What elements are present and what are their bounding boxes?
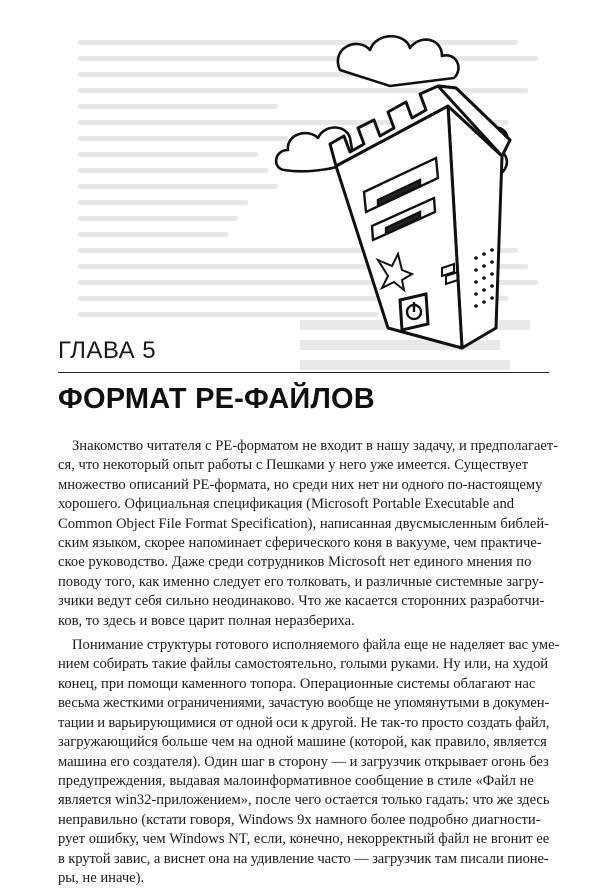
text-line: ры, не иначе). xyxy=(58,869,145,886)
text-line: ся, что некоторый опыт работы с Пешками у него уже имеется. Существует xyxy=(58,457,529,474)
text-line: множество описаний PE-формата, но среди них нет ни одного по-настоящему xyxy=(58,476,543,493)
text-line: загружающийся больше чем на одной машине (которой, как правило, является xyxy=(58,734,547,751)
text-line: ков, то здесь и вовсе царит полная неразбериха. xyxy=(58,612,355,629)
text-line: Common Object File Format Specification), написанная двусмысленным библей- xyxy=(58,515,550,532)
text-line: тации и варьирующимися от одной оси к другой. Не так-то просто создать файл, xyxy=(58,714,550,731)
text-line: весьма жесткими ограничениями, зачастую вообще не упомянутыми в докумен- xyxy=(58,695,550,712)
chapter-title: ФОРМАТ PE-ФАЙЛОВ xyxy=(58,383,375,415)
text-line: зчики ведут себя сильно неодинаково. Что же касается сторонних разработчи- xyxy=(58,593,545,610)
text-line: Знакомство читателя с PE-форматом не входит в нашу задачу, и предполагает- xyxy=(72,438,559,454)
chapter-number: ГЛАВА 5 xyxy=(58,337,157,364)
paragraph-1 xyxy=(58,437,559,631)
power-button-icon xyxy=(400,294,428,330)
text-line: конец, при помощи каменного топора. Операционные системы облагают нас xyxy=(58,675,536,692)
text-line: предупреждения, выдавая малоинформативное сообщение в стиле «Файл не xyxy=(58,772,534,789)
text-line: машина его создателя). Один шаг в сторону — и загрузчик открывает огонь без xyxy=(58,753,549,770)
paragraph-2 xyxy=(58,636,560,888)
text-line: хорошего. Официальная спецификация (Microsoft Portable Executable and xyxy=(58,496,515,513)
chapter-body xyxy=(58,437,560,893)
text-line: является win32-приложением», после чего остается только гадать: что же здесь xyxy=(58,792,550,809)
text-line: ское руководство. Даже среди сотрудников Microsoft нет единого мнения по xyxy=(58,554,532,571)
castle-computer-case-icon xyxy=(270,28,570,358)
text-line: ским языком, скорее напоминает сферического коня в вакууме, чем практиче- xyxy=(58,535,542,552)
text-line: поводу того, как именно следует его толковать, и различные системные загру- xyxy=(58,573,544,590)
chapter-divider xyxy=(58,372,549,373)
text-line: рует ошибку, чем Windows NT, если, конечно, некорректный файл не вгонит ее xyxy=(58,831,550,848)
text-line: неправильно (кстати говоря, Windows 9x намного более подробно диагности- xyxy=(58,811,541,828)
text-line: в крутой завис, а виснет она на удивление часто — загрузчик там писали пионе- xyxy=(58,850,549,867)
text-line: нием собирать такие файлы самостоятельно, голыми руками. Ну или, на худой xyxy=(58,656,549,673)
text-line: Понимание структуры готового исполняемого файла еще не наделяет вас уме- xyxy=(72,637,560,654)
